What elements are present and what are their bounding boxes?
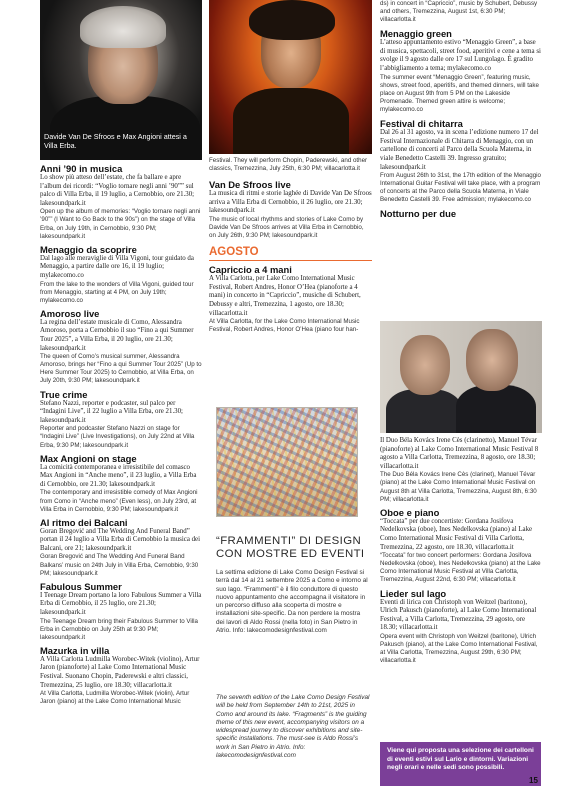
event-text-it: I Teenage Dream portano la loro Fabulous Summer a Villa Erba di Cernobbio, il 25 luglio, ore 21.30; lakesoundpark.it bbox=[40, 591, 202, 616]
column-right-lower bbox=[380, 437, 542, 665]
event-text-en: The contemporary and irresistible comedy of Max Angioni from Como in “Anche meno” (Even less), on July 23rd, at Villa Erba in Cernobbio, 9:30 PM; lakesoundpark.it bbox=[40, 489, 198, 513]
event-entry bbox=[380, 588, 542, 666]
month-section-header bbox=[209, 246, 372, 261]
event-text-en-continued: Festival. They will perform Chopin, Paderewski, and other classics, Tremezzina, July 25th, 6:30 PM; villacarlotta.it bbox=[209, 157, 368, 173]
event-entry bbox=[380, 208, 542, 219]
event-text-en: The Teenage Dream bring their Fabulous Summer to Villa Erba in Cernobbio on July 25th at 9:30 PM; lakesoundpark.it bbox=[40, 617, 198, 641]
event-title: Menaggio da scoprire bbox=[40, 243, 137, 255]
photo-figure-hair bbox=[80, 6, 166, 48]
event-text-it: La regina dell’estate musicale di Como, Alessandra Amoroso, porta a Cernobbio il suo “Fino a qui Summer Tour 2025”, a Villa Erba, il 20 luglio, ore 21.30; lakesoundpark.it bbox=[40, 318, 194, 352]
event-entry bbox=[209, 264, 372, 334]
event-text-it: La musica di ritmi e storie laghée di Davide Van De Sfroos arriva a Villa Erba di Cernobbio, il 26 luglio, ore 21.30; lakesoundpark.it bbox=[209, 190, 372, 215]
photo-duo-face-left bbox=[400, 335, 450, 395]
event-text-en: From the lake to the wonders of Villa Vigoni, guided tour from Menaggio, starting at 4 PM, on July 19th; mylakecomo.co bbox=[40, 280, 194, 304]
event-entry bbox=[40, 308, 202, 386]
event-text-it: Goran Bregović and The Wedding And Funeral Band” portan il 24 luglio a Villa Erba di Cernobbio la musica dei Balcani, ore 21; lakesoundpark.it bbox=[40, 527, 201, 552]
event-text-en: Opera event with Christoph von Weitzel (baritone), Ulrich Pakusch (piano), at the Lake Como International Festival, at Villa Carlotta, Tremezzina, August 29th, 6:30 PM; villacarlotta.it bbox=[380, 632, 538, 665]
photo-duo-face-right bbox=[466, 329, 518, 391]
event-title: Oboe e piano bbox=[380, 506, 440, 518]
event-title: Al ritmo dei Balcani bbox=[40, 516, 128, 528]
event-entry bbox=[40, 163, 202, 241]
event-title: Festival di chitarra bbox=[380, 118, 463, 130]
column-right bbox=[380, 0, 542, 219]
event-text-en: Reporter and podcaster Stefano Nazzi on stage for “Indagini Live” (Live Investigations), on July 22nd at Villa Erba, 9:30 PM; lakesoundpark.it bbox=[40, 425, 195, 449]
event-entry bbox=[40, 244, 202, 305]
feature-text-it: La settima edizione di Lake Como Design Festival si terrà dal 14 al 21 settembre 2025 a Como e intorno al suo lago. “Frammenti” è il filo conduttore di questo nuovo appuntamento che accompagna il visitatore in un percorso diffuso alla scoperta di mostre e installazioni site-specific. Da non perdere la mostra dei lavori di Aldo Rossi (nella foto) in San Pietro in Atrio. Info: lakecomodesignfestival.com bbox=[216, 569, 368, 635]
event-text-it: Il Duo Béla Kovács Irene Cès (clarinetto), Manuel Tévar (pianoforte) al Lake Como International Music Festival 8 agosto a Villa Carlotta, Tremezzina, 8 agosto, ore 18.30; villacarlotta.it bbox=[380, 437, 539, 470]
event-text-en: “Toccata” for two concert performers: Gordana Josifova Nedelkovska (oboe), Ines Nedelkovska (piano) at the Lake Como International Music Festival at Villa Carlotta, Tremezzina, August 22nd, 6:30 PM; villacarlotta.it bbox=[380, 552, 541, 584]
event-entry bbox=[40, 645, 202, 707]
event-text-en: From August 26th to 31st, the 17th edition of the Menaggio International Guitar Festival will take place, with a program of concerts at the Parco della Scuola Materna, in Viale Benedetto Castelli 39. Free admission; mylakecomo.co bbox=[380, 172, 541, 204]
event-text-it: Dal 26 al 31 agosto, va in scena l’edizione numero 17 del Festival Internazionale di Chitarra di Menaggio, con un cartellone di concerti al Parco della Scuola Materna, in viale Benedetto Castelli 39. Ingresso gratuito; lakesoundpark.it bbox=[380, 129, 539, 171]
month-label: AGOSTO bbox=[209, 246, 259, 259]
event-entry bbox=[209, 179, 372, 240]
event-text-it: A Villa Carlotta Ludmilla Worobec-Witek (violino), Artur Jaron (pianoforte) al Lake Como International Music Festival. Suonano Chopin, Paderewski e altri classici, Tremezzina, 25 luglio, ore 18.30; villacarlotta.it bbox=[40, 655, 200, 689]
photo-duo-musicians bbox=[380, 321, 542, 433]
event-entry bbox=[40, 389, 202, 450]
event-text-en: The summer event “Menaggio Green”, featuring music, shows, street food, aperitifs, and themed dinners, will take place on August 9th from 5 PM on the Lakeside Promenade. Themed green attire is welcome; mylakecomo.co bbox=[380, 73, 539, 114]
event-entry bbox=[40, 517, 202, 578]
event-entry bbox=[380, 118, 542, 204]
event-title: Capriccio a 4 mani bbox=[209, 264, 292, 276]
event-text-it: “Toccata” per due concertiste: Gordana Josifova Nedelkovska (oboe), Ines Nedelkovska (piano) al Lake Como International Music Festival di Villa Carlotta, Tremezzina, 22 agosto, ore 18.30, villacarlotta.it bbox=[380, 517, 533, 551]
photo-performer-torso bbox=[233, 88, 349, 154]
event-title: Mazurka in villa bbox=[40, 644, 110, 656]
event-text-it: A Villa Carlotta, per Lake Como International Music Festival, Robert Andres, Honor O’Hea (pianoforte a 4 mani) in concerto in “Capriccio”, musiche di Schubert, Debussy e altri, Tremezzina, 1 agosto, ore 18.30; villacarlotta.it bbox=[209, 275, 361, 317]
photo-performer-hair bbox=[249, 0, 335, 40]
event-text-en: Open up the album of memories: “Voglio tornare negli anni ’90”” (I Want to Go Back to the 90s”) on the stage of Villa Erba, on July 19th, in Cernobbio, 9:30 PM; lakesoundpark.it bbox=[40, 208, 201, 240]
event-title: Notturno per due bbox=[380, 208, 457, 220]
photo-caption: Davide Van De Sfroos e Max Angioni attesi a Villa Erba. bbox=[44, 132, 187, 150]
event-text-en: At Villa Carlotta, Ludmilla Worobec-Witek (violin), Artur Jaron (piano) at the Lake Como International Music bbox=[40, 690, 190, 706]
event-text-en: Goran Bregović and The Wedding And Funeral Band Balkans’ music on 24th July in Villa Erba, Cernobbio, 9:30 PM; lakesoundpark.it bbox=[40, 553, 199, 577]
event-title: Fabulous Summer bbox=[40, 580, 122, 592]
event-title: Menaggio green bbox=[380, 28, 452, 40]
photo-duo-body-right bbox=[456, 385, 536, 433]
feature-text-en: The seventh edition of the Lake Como Design Festival will be held from September 14th to 21st, 2025 in Como and around its lake. “Fragments” is the guiding theme of this new event, accompanying visitors on a widespread journey to discover exhibitions and site-specific installations. The must-see is Aldo Rossi’s work in San Pietro in Atrio. Info: lakecomodesignfestival.com bbox=[216, 694, 370, 760]
event-text-it: L’atteso appuntamento estivo “Menaggio Green”, a base di musica, spettacoli, street food, aperitivi e cene a tema si svolge il 9 agosto dalle ore 17 sul Lungolago. È gradito l’abbigliamento a tema; mylakecomo.co bbox=[380, 39, 541, 73]
event-title: Anni ’90 in musica bbox=[40, 163, 123, 174]
event-title: Van De Sfroos live bbox=[209, 179, 291, 191]
event-title: Amoroso live bbox=[40, 307, 100, 319]
photo-aldo-rossi-artwork bbox=[216, 407, 358, 517]
event-entry bbox=[380, 507, 542, 585]
event-title: True crime bbox=[40, 388, 88, 400]
page-number: 15 bbox=[529, 776, 538, 785]
event-title: Lieder sul lago bbox=[380, 587, 447, 599]
photo-performer bbox=[209, 0, 372, 154]
column-left bbox=[40, 163, 202, 706]
event-text-it: Stefano Nazzi, reporter e podcaster, sul palco per “Indagini Live”, il 22 luglio a Villa Erba, ore 21.30; lakesoundpark.it bbox=[40, 399, 183, 424]
column-middle bbox=[209, 157, 372, 334]
event-entry bbox=[40, 453, 202, 514]
photo-figure-coat bbox=[50, 96, 200, 160]
event-text-it: Dal lago alle meraviglie di Villa Vigoni, tour guidato da Menaggio, a partire dalle ore 16, il 19 luglio; mylakecomo.co bbox=[40, 254, 194, 279]
event-text-en: The queen of Como’s musical summer, Alessandra Amoroso, brings her “Fino a qui Summer Tour 2025” (Up to Here Summer Tour 2025) to Cernobbio, at Villa Erba, on July 20th, 9:30 PM; lakesoundpark.it bbox=[40, 353, 202, 385]
event-text-en-continued: ds) in concert in “Capriccio”, music by Schubert, Debussy and others, Tremezzina, August 1st, 6:30 PM; villacarlotta.it bbox=[380, 0, 538, 24]
photo-duo-body-left bbox=[386, 389, 462, 433]
event-title: Max Angioni on stage bbox=[40, 452, 137, 464]
event-entry bbox=[380, 28, 542, 114]
event-text-it: Lo show più atteso dell’estate, che fa ballare e apre l’album dei ricordi: “Voglio tornare negli anni ’90”” sul palco di Villa Erba, il 19 luglio, a Cernobbio, ore 21.30; lakesoundpark.it bbox=[40, 174, 195, 207]
info-box: Viene qui proposta una selezione dei cartelloni di eventi estivi sul Lario e dintorni. Variazioni negli orari e nelle sedi sono possibili. bbox=[380, 742, 541, 786]
feature-title: “FRAMMENTI” DI DESIGN CON MOSTRE ED EVENTI bbox=[216, 535, 365, 561]
event-entry bbox=[40, 581, 202, 642]
event-text-en: At Villa Carlotta, for the Lake Como International Music Festival, Robert Andres, Honor O’Hea (piano four han- bbox=[209, 318, 360, 334]
event-text-it: La comicità contemporanea e irresistibile del comasco Max Angioni in “Anche meno”, il 23 luglio, a Villa Erba di Cernobbio, ore 21.30; lakesoundpark.it bbox=[40, 463, 197, 488]
event-text-en: The music of local rhythms and stories of Lake Como by Davide Van De Sfroos arrives at Villa Erba in Cernobbio, on July 26th, 9:30 PM; lakesoundpark.it bbox=[209, 215, 364, 240]
event-text-it: Eventi di lirica con Christoph von Weitzel (baritono), Ulrich Pakusch (pianoforte), al Lake Como International Festival, a Villa Carlotta, Tremezzina, 29 agosto, ore 18.30; villacarlotta.it bbox=[380, 598, 537, 632]
event-text-en: The Duo Béla Kovács Irene Cès (clarinet), Manuel Tévar (piano) at the Lake Como International Music Festival on August 8th at Villa Carlotta, Tremezzina, August 8th, 6:30 PM; villacarlotta.it bbox=[380, 471, 537, 503]
